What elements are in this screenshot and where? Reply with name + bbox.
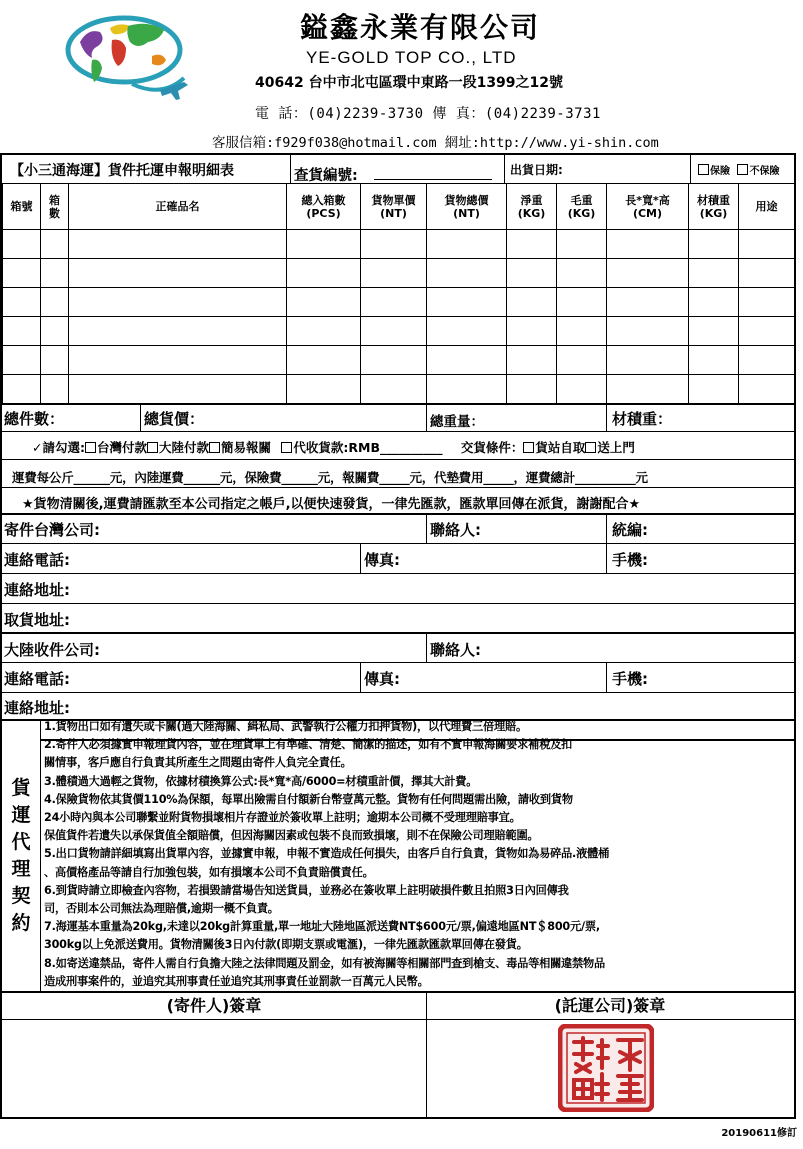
contract-term-line: 8.如寄送違禁品，寄件人需自行負擔大陸之法律問題及罰金，如有被海關等相關部門查到槍支、毒品等相關違禁物品 (44, 956, 606, 970)
shipment-form (0, 153, 796, 1119)
payment-prefix: ✓請勾選: (32, 440, 85, 455)
tracking-number-label: 查貨編號: (294, 168, 358, 184)
trade-term-pickup: 貨站自取 (535, 440, 586, 455)
column-header-unit: (KG) (517, 206, 546, 220)
sender-signature-label: (寄件人)簽章 (166, 996, 262, 1015)
contract-term-line: 造成刑事案件的，並追究其刑事責任並追究其刑事責任並罰款一百萬元人民幣。 (44, 974, 429, 988)
column-header-title: 貨物總價 (444, 193, 489, 207)
contract-side-char: 貨 (11, 777, 31, 799)
company-address: 40642 台中市北屯區環中東路一段1399之12號 (255, 75, 564, 91)
total-value-label: 總貨價： (144, 410, 205, 428)
contract-side-char: 約 (11, 912, 31, 934)
table-cell[interactable] (607, 317, 689, 346)
table-cell[interactable] (3, 375, 41, 404)
table-cell[interactable] (689, 375, 739, 404)
form-title: 【小三通海運】貨件托運申報明細表 (10, 163, 234, 179)
table-cell[interactable] (557, 346, 607, 375)
ship-date-label: 出貨日期: (510, 163, 563, 177)
contract-term-line: 24小時內與本公司聯繫並附貨物損壞相片存證並於簽收單上註明；逾期本公司概不受理理賠事宜。 (44, 811, 521, 824)
company-seal-stamp (558, 1024, 654, 1112)
table-cell[interactable] (557, 375, 607, 404)
column-header (41, 184, 69, 230)
table-cell[interactable] (689, 259, 739, 288)
column-header (427, 184, 507, 230)
column-header-title: 箱號 (10, 200, 33, 213)
table-cell[interactable] (739, 259, 795, 288)
payment-mainland-checkbox[interactable] (147, 442, 158, 453)
company-email-website: 客服信箱:f929f038@hotmail.com 網址:http://www.yi-shin.com (212, 135, 659, 151)
cn-contact-label: 聯絡人: (430, 641, 481, 659)
table-cell[interactable] (427, 317, 507, 346)
table-cell[interactable] (427, 288, 507, 317)
column-header-title: 材積重 (697, 193, 730, 207)
contract-term-line: 、高價格產品等請自行加強包裝，如有損壞本公司不負責賠償責任。 (44, 865, 374, 879)
company-logo (62, 6, 192, 106)
column-header-title: 用途 (755, 200, 778, 213)
table-cell[interactable] (3, 346, 41, 375)
table-cell[interactable] (41, 230, 69, 259)
insured-label: 保險 (710, 166, 730, 177)
table-cell[interactable] (607, 375, 689, 404)
table-row (3, 259, 795, 288)
cn-company-label: 大陸收件公司: (4, 641, 100, 659)
contract-term-line: 關情事，客戶應自行負責其所產生之問題由寄件人負完全責任。 (44, 756, 352, 770)
trade-term-delivery: 送上門 (597, 440, 635, 455)
not-insured-checkbox[interactable] (737, 164, 748, 175)
column-header (69, 184, 287, 230)
table-row (3, 288, 795, 317)
tw-company-label: 寄件台灣公司: (4, 521, 100, 539)
simple-customs-checkbox[interactable] (209, 442, 220, 453)
column-header (607, 184, 689, 230)
payment-taiwan-checkbox[interactable] (85, 442, 96, 453)
company-phone-fax: 電 話：(04)2239-3730 傳 真：(04)2239-3731 (255, 106, 601, 122)
contract-side-char: 契 (11, 885, 31, 907)
column-header (361, 184, 427, 230)
table-cell[interactable] (739, 346, 795, 375)
table-cell[interactable] (427, 375, 507, 404)
table-cell[interactable] (69, 375, 287, 404)
fees-line: 運費每公斤______元，內陸運費______元，保險費______元，報關費_____元，代墊費用_____，運費總計__________元 (12, 470, 648, 485)
table-cell[interactable] (41, 317, 69, 346)
table-cell[interactable] (41, 288, 69, 317)
contract-term-line: 司，否則本公司無法為理賠償,逾期一概不負責。 (44, 902, 279, 915)
trade-terms-label: 交貨條件： (460, 440, 524, 455)
table-cell[interactable] (689, 317, 739, 346)
table-cell[interactable] (427, 346, 507, 375)
table-cell[interactable] (557, 259, 607, 288)
payment-options-row (32, 438, 635, 456)
cn-fax-label: 傳真: (364, 670, 400, 688)
tw-contact-label: 聯絡人: (430, 521, 481, 539)
column-header-title: 箱 (49, 193, 60, 207)
table-cell[interactable] (427, 230, 507, 259)
cn-mobile-label: 手機: (612, 670, 648, 688)
contract-side-char: 運 (11, 804, 31, 826)
table-cell[interactable] (607, 288, 689, 317)
column-header (739, 184, 795, 230)
contract-side-char: 代 (11, 831, 31, 853)
total-weight-label: 總重量： (430, 414, 484, 430)
column-header-title: 長*寬*高 (625, 193, 670, 207)
table-cell[interactable] (739, 288, 795, 317)
table-cell[interactable] (3, 230, 41, 259)
table-row (3, 346, 795, 375)
table-cell[interactable] (739, 375, 795, 404)
table-cell[interactable] (3, 317, 41, 346)
table-cell[interactable] (69, 259, 287, 288)
table-cell[interactable] (361, 259, 427, 288)
column-header-title: 正確品名 (155, 200, 200, 213)
column-header-unit: (KG) (699, 206, 728, 220)
table-cell[interactable] (689, 288, 739, 317)
sender-signature-area[interactable] (4, 1021, 424, 1115)
items-header-row (3, 184, 795, 230)
table-cell[interactable] (287, 375, 361, 404)
table-row (3, 317, 795, 346)
volume-weight-label: 材積重： (612, 410, 673, 428)
table-cell[interactable] (287, 259, 361, 288)
table-cell[interactable] (557, 317, 607, 346)
column-header-title: 淨重 (520, 193, 543, 207)
table-cell[interactable] (739, 317, 795, 346)
table-cell[interactable] (3, 259, 41, 288)
column-header-unit: (NT) (380, 206, 407, 220)
contract-term-line: 1.貨物出口如有遺失或卡關(過大陸海關、緝私局、武警執行公權力扣押貨物)，以代理費三倍理賠。 (44, 720, 527, 733)
cod-checkbox[interactable] (281, 442, 292, 453)
column-header-unit: 數 (49, 206, 60, 220)
table-cell[interactable] (287, 346, 361, 375)
table-cell[interactable] (69, 317, 287, 346)
contract-term-line: 2.寄件人必須據實申報理貨內容，並在理貨單上有準確、清楚、簡潔的描述，如有不實申報海關要求補稅及扣 (44, 738, 573, 752)
table-row (3, 230, 795, 259)
table-cell[interactable] (739, 230, 795, 259)
table-cell[interactable] (361, 288, 427, 317)
not-insured-label: 不保險 (749, 166, 780, 177)
table-cell[interactable] (361, 230, 427, 259)
tax-id-label: 統編: (612, 521, 648, 539)
payment-option-customs: 簡易報關 (221, 440, 272, 455)
items-table (2, 183, 795, 404)
contract-term-line: 7.海運基本重量為20kg,未達以20kg計算重量,單一地址大陸地區派送費NT$600元/票,偏遠地區NT＄800元/票, (44, 920, 600, 934)
column-header (689, 184, 739, 230)
cn-phone-label: 連絡電話: (4, 670, 70, 688)
table-cell[interactable] (361, 317, 427, 346)
column-header-unit: (KG) (567, 206, 596, 220)
column-header (3, 184, 41, 230)
contract-term-line: 保值貨件若遺失以承保貨值全額賠償，但因海關因素或包裝不良而致損壞，則不在保險公司理賠範圍。 (44, 829, 539, 843)
cod-label: 代收貨款:RMB__________ (293, 440, 443, 455)
table-cell[interactable] (287, 230, 361, 259)
column-header (507, 184, 557, 230)
insurance-options (698, 162, 779, 177)
table-cell[interactable] (427, 259, 507, 288)
agent-signature-label: (託運公司)簽章 (554, 996, 666, 1015)
column-header-unit: (NT) (453, 206, 480, 220)
tw-mobile-label: 手機: (612, 551, 648, 569)
payment-notice: ★貨物清關後,運費請匯款至本公司指定之帳戶,以便快速發貨，一律先匯款，匯款單回傳在派貨，謝謝配合★ (22, 497, 641, 512)
table-cell[interactable] (69, 346, 287, 375)
tracking-number-field[interactable] (374, 179, 492, 180)
table-cell[interactable] (69, 230, 287, 259)
contract-term-line: 4.保險貨物依其貨價110%為保額，每單出險需自付額新台幣壹萬元整。貨物有任何問題需出險，請收到貨物 (44, 792, 573, 806)
table-cell[interactable] (41, 346, 69, 375)
column-header (287, 184, 361, 230)
table-cell[interactable] (3, 288, 41, 317)
column-header (557, 184, 607, 230)
payment-option-mainland: 大陸付款 (159, 440, 210, 455)
insured-checkbox[interactable] (698, 164, 709, 175)
table-cell[interactable] (507, 230, 557, 259)
table-cell[interactable] (69, 288, 287, 317)
table-cell[interactable] (507, 259, 557, 288)
pickup-address-label: 取貨地址: (4, 611, 70, 629)
table-cell[interactable] (41, 259, 69, 288)
contract-term-line: 300kg以上免派送費用。貨物清關後3日內付款(即期支票或電滙)，一律先匯款匯款單回傳在發貨。 (44, 938, 528, 952)
tw-phone-label: 連絡電話: (4, 551, 70, 569)
table-cell[interactable] (361, 346, 427, 375)
table-cell[interactable] (361, 375, 427, 404)
column-header-title: 毛重 (570, 193, 593, 207)
column-header-unit: (PCS) (306, 206, 341, 220)
table-cell[interactable] (507, 288, 557, 317)
contract-term-line: 3.體積過大過輕之貨物，依據材積換算公式:長*寬*高/6000=材積重計價，擇其大計費。 (44, 774, 478, 788)
station-pickup-checkbox[interactable] (523, 442, 534, 453)
contract-side-label (8, 775, 34, 937)
table-cell[interactable] (287, 317, 361, 346)
column-header-title: 總入箱數 (301, 193, 346, 207)
contract-term-line: 5.出口貨物請詳細填寫出貨單內容，並據實申報，申報不實造成任何損失，由客戶自行負責，貨物如為易碎品.液體桶 (44, 847, 610, 861)
tw-address-label: 連絡地址: (4, 581, 70, 599)
table-cell[interactable] (607, 259, 689, 288)
contract-side-char: 理 (11, 858, 31, 880)
table-cell[interactable] (607, 230, 689, 259)
table-cell[interactable] (507, 346, 557, 375)
company-name-chinese: 鎰鑫永業有限公司 (300, 11, 541, 44)
payment-option-taiwan: 台灣付款 (96, 440, 147, 455)
table-cell[interactable] (557, 288, 607, 317)
column-header-unit: (CM) (632, 206, 663, 220)
table-cell[interactable] (557, 230, 607, 259)
table-cell[interactable] (689, 230, 739, 259)
table-cell[interactable] (507, 375, 557, 404)
table-cell[interactable] (607, 346, 689, 375)
revision-date: 20190611修訂 (721, 1128, 797, 1139)
tw-fax-label: 傳真: (364, 551, 400, 569)
table-cell[interactable] (507, 317, 557, 346)
company-name-english: YE-GOLD TOP CO., LTD (306, 48, 517, 67)
total-pieces-label: 總件數： (4, 410, 65, 428)
table-row (3, 375, 795, 404)
contract-term-line: 6.到貨時請立即檢查內容物，若損毀請當場告知送貨員，並務必在簽收單上註明破損件數且拍照3日內回傳我 (44, 883, 569, 897)
column-header-title: 貨物單價 (371, 193, 416, 207)
table-cell[interactable] (41, 375, 69, 404)
cn-address-label: 連絡地址: (4, 699, 70, 717)
door-delivery-checkbox[interactable] (585, 442, 596, 453)
table-cell[interactable] (287, 288, 361, 317)
table-cell[interactable] (689, 346, 739, 375)
